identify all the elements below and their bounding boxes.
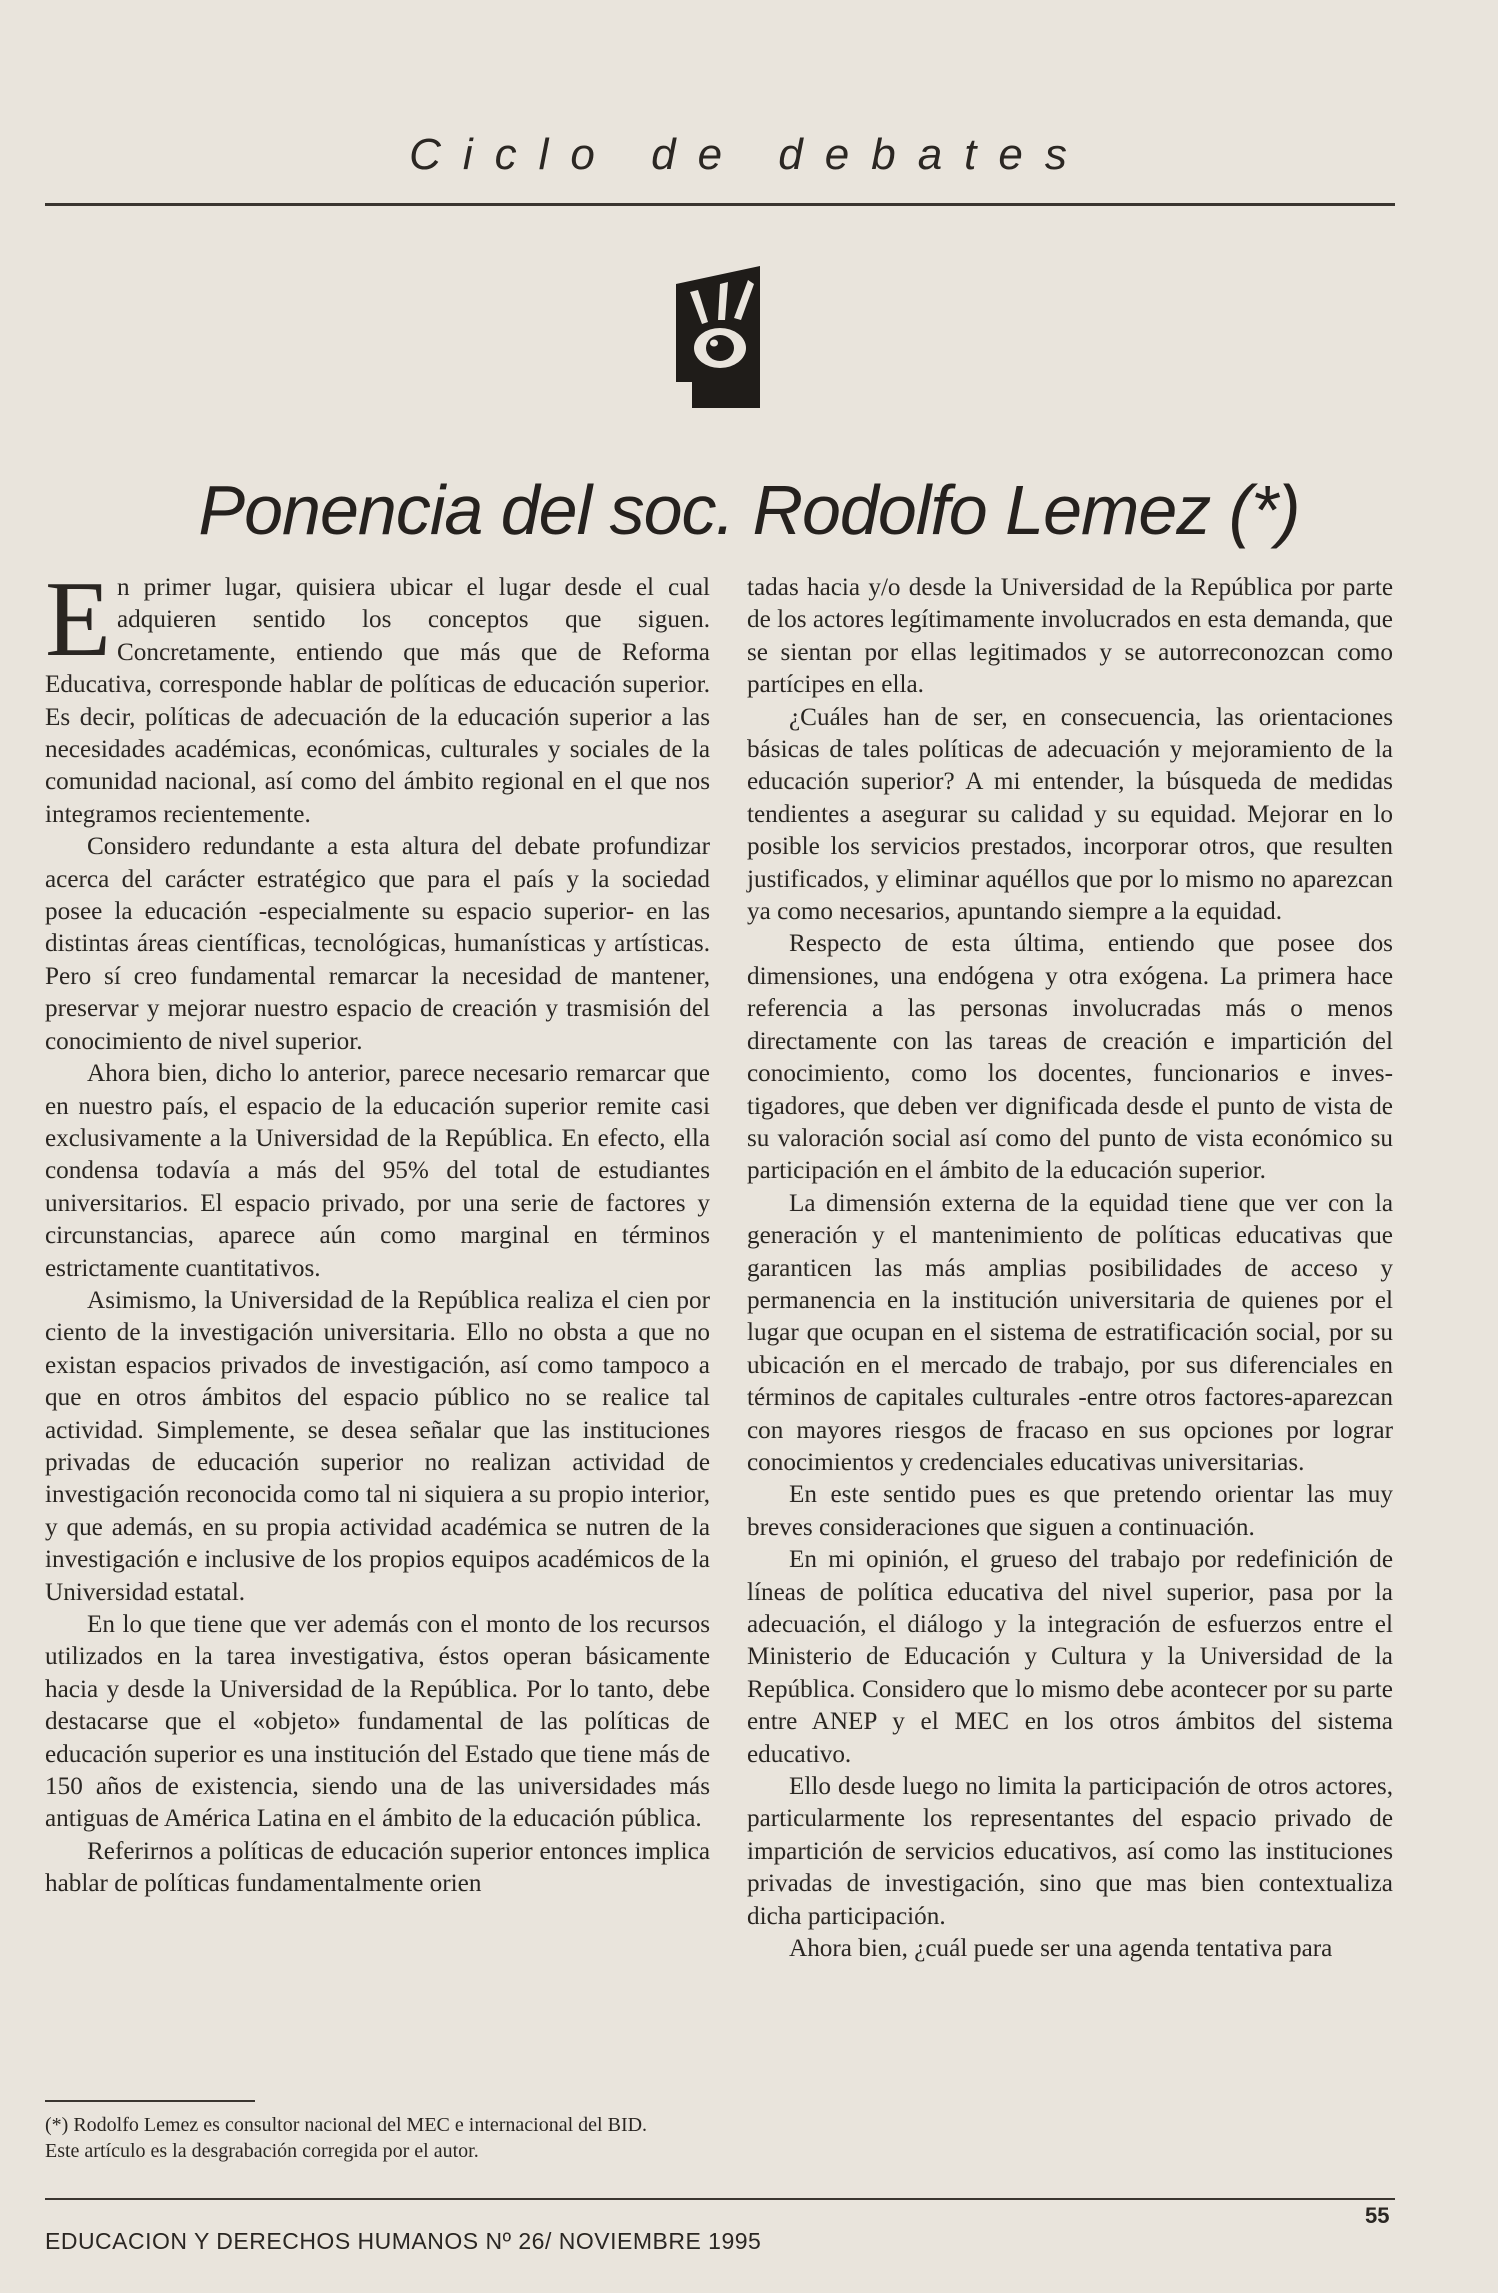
- article-paragraph: tadas hacia y/o desde la Universidad de la República por parte de los actores legítimamente involucrados en esta demanda, que se sientan por ellas legitimados y se autorreconozcan como partícipes en ella.: [747, 574, 1393, 699]
- footnote-line: (*) Rodolfo Lemez es consultor nacional del MEC e internacional del BID.: [45, 2114, 648, 2136]
- page-number: 55: [1365, 2203, 1390, 2228]
- article-paragraph: Ello desde luego no limita la participación de otros actores, particularmente los representantes del espacio privado de impartición de servicios educativos, así como las instituciones privadas de investigación, sino que mas bien contextualiza dicha participación.: [747, 1773, 1393, 1930]
- footer-rule: [45, 2198, 1395, 2200]
- article-paragraph: En primer lugar, quisiera ubicar el lugar desde el cual adquieren sentido los conceptos que siguen. Concretamente, entiendo que más que de Reforma Educativa, corresponde hablar de políticas de educación superior. Es decir, políticas de adecuación de la educación superior a las necesidades académicas, económicas, culturales y sociales de la comunidad nacional, así como del ámbito regional en el que nos integramos recientemente.: [45, 560, 710, 828]
- article-paragraph: Respecto de esta última, entiendo que posee dos dimensiones, una endógena y otra exógena. La primera hace referencia a las personas involucradas más o menos directamente con las tareas de creación e impartición del conocimiento, como los docentes, funcionarios e investigadores, que deben ver dignificada desde el punto de vista de su valoración social así como del punto de vista económico su participación en el ámbito de la educación superior.: [747, 930, 1393, 1185]
- article-column-left: [45, 560, 710, 1901]
- footnote-rule: [45, 2100, 255, 2102]
- section-header: Ciclo de debates: [409, 130, 1089, 179]
- article-paragraph: ¿Cuáles han de ser, en consecuencia, las orientaciones básicas de tales políticas de adecuación y mejoramiento de la educación superior? A mi entender, la búsqueda de medidas tendientes a asegurar su calidad y su equidad. Mejorar en lo posible los servicios prestados, incorporar otros, que resulten justificados, y eliminar aquéllos que por lo mismo no aparezcan ya como necesarios, apuntando siempre a la equidad.: [747, 703, 1393, 926]
- article-paragraph: Ahora bien, ¿cuál puede ser una agenda tentativa para: [789, 1935, 1333, 1963]
- article-paragraph: La dimensión externa de la equidad tiene que ver con la generación y el mantenimiento de políticas educativas que garanticen las más amplias posibilidades de acceso y permanencia en la institución universitaria de quienes por el lugar que ocupan en el sistema de estratificación social, por su ubicación en el mercado de trabajo, por sus diferenciales en términos de capitales culturales -entre otros factores-aparezcan con mayores riesgos de fracaso en sus opciones por lograr conocimientos y credenciales educativas universitarias.: [747, 1189, 1393, 1476]
- article-title: Ponencia del soc. Rodolfo Lemez (*): [198, 471, 1300, 549]
- article-column-right: [747, 572, 1393, 1965]
- journal-footer: EDUCACION Y DERECHOS HUMANOS Nº 26/ NOVIEMBRE 1995: [45, 2228, 762, 2254]
- article-paragraph: En este sentido pues es que pretendo orientar las muy breves consideraciones que siguen a continuación.: [747, 1481, 1393, 1541]
- article-paragraph: Asimismo, la Universidad de la República realiza el cien por ciento de la investigación universitaria. Ello no obsta a que no existan espacios privados de investigación, así como tampoco a que en otros ámbitos del espacio público no se realice tal actividad. Simplemente, se desea señalar que las instituciones privadas de educación superior no realizan actividad de investigación reconocida como tal ni siquiera a su propio interior, y que además, en su propia actividad académica se nutren de la investigación e inclusive de los propios equipos académicos de la Universidad estatal.: [45, 1286, 710, 1606]
- eye-logo-icon: [668, 262, 768, 412]
- article-paragraph: Considero redundante a esta altura del debate profundizar acerca del carácter estratégico que para el país y la sociedad posee la educación -especialmente su espacio superior- en las distintas áreas científicas, tecnológicas, humanísticas y artísticas. Pero sí creo fundamental remarcar la necesidad de mantener, preservar y mejorar nuestro espacio de creación y trasmisión del conocimiento de nivel superior.: [45, 833, 710, 1055]
- drop-cap: E: [45, 560, 111, 679]
- footnote: [45, 2112, 945, 2164]
- article-paragraph: Ahora bien, dicho lo anterior, parece necesario remarcar que en nuestro país, el espacio de la educación superior remite casi exclusivamente a la Universidad de la República. En efecto, ella condensa todavía a más del 95% del total de estudiantes universitarios. El espacio privado, por una serie de factores y circunstancias, aparece aún como marginal en términos estrictamente cuantitativos.: [45, 1060, 710, 1282]
- footnote-line: Este artículo es la desgrabación corregida por el autor.: [45, 2140, 479, 2162]
- article-paragraph: En mi opinión, el grueso del trabajo por redefinición de líneas de política educativa del nivel superior, pasa por la adecuación, el diálogo y la integración de esfuerzos entre el Ministerio de Educación y Cultura y la Universidad de la República. Considero que lo mismo debe acontecer por su parte entre ANEP y el MEC en los otros ámbitos del sistema educativo.: [747, 1546, 1393, 1768]
- header-rule: [45, 203, 1395, 206]
- article-paragraph: En lo que tiene que ver además con el monto de los recursos utilizados en la tarea investigativa, éstos operan básicamente hacia y desde la Universidad de la República. Por lo tanto, debe destacarse que el «objeto» fundamental de las políticas de educación superior es una institución del Estado que tiene más de 150 años de existencia, siendo una de las universidades más antiguas de América Latina en el ámbito de la educación pública.: [45, 1611, 710, 1833]
- article-paragraph: Referirnos a políticas de educación superior entonces implica hablar de políticas fundamentalmente orien: [45, 1837, 710, 1898]
